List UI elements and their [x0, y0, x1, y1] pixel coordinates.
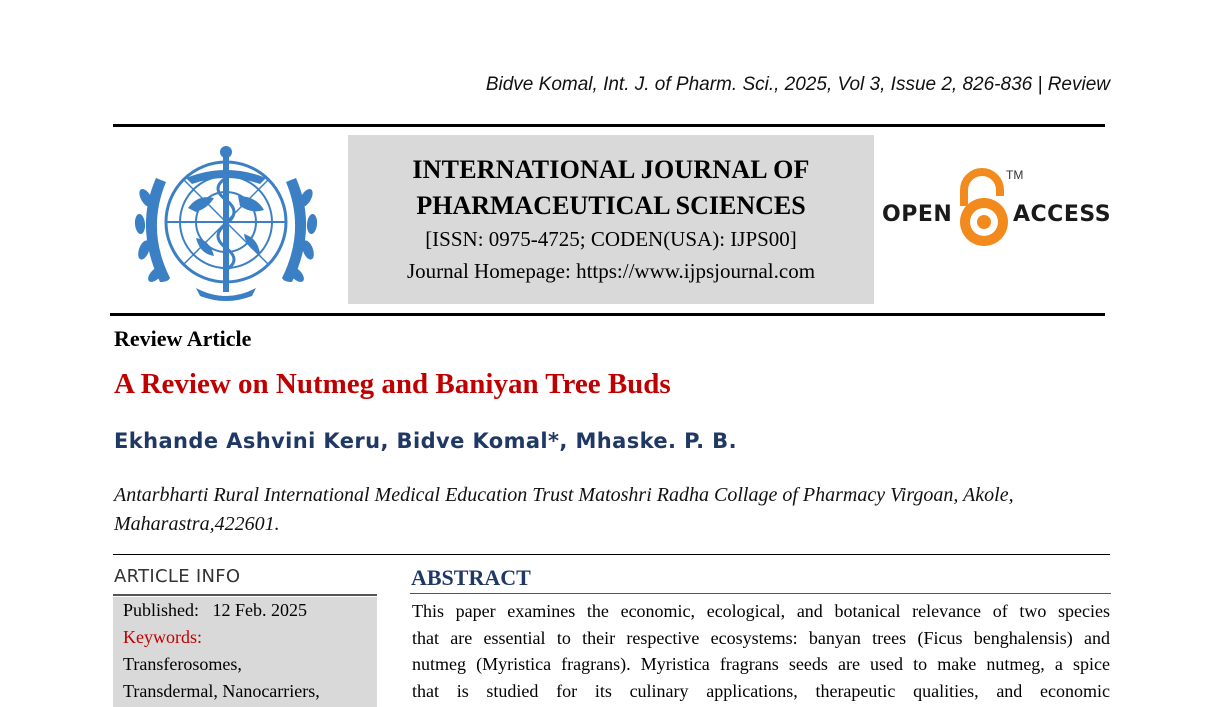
published-row: [123, 597, 377, 624]
journal-name-line2: PHARMACEUTICAL SCIENCES: [416, 191, 806, 220]
keywords-label: Keywords:: [123, 627, 202, 647]
journal-name-line1: INTERNATIONAL JOURNAL OF: [412, 155, 810, 184]
journal-issn: [ISSN: 0975-4725; CODEN(USA): IJPS00]: [425, 227, 797, 251]
citation-header: Bidve Komal, Int. J. of Pharm. Sci., 2025, Vol 3, Issue 2, 826-836 | Review: [485, 74, 1110, 95]
abstract-line1: This paper examines the economic, ecological, and botanical relevance of two species: [412, 601, 1110, 621]
abstract-line4: that is studied for its culinary applications, therapeutic qualities, and economic: [412, 680, 1110, 701]
affiliation-line1: Antarbharti Rural International Medical Education Trust Matoshri Radha Collage of Pharmacy Virgoan, Akole,: [114, 484, 1014, 506]
affiliation-rule: [113, 554, 1110, 555]
article-type: Review Article: [114, 326, 252, 351]
abstract-body: [412, 598, 1110, 704]
keywords-line1: Transferosomes,: [123, 654, 242, 674]
abstract-rule: [410, 593, 1111, 594]
open-access-word-access: ACCESS: [1013, 202, 1112, 227]
journal-homepage-link[interactable]: Journal Homepage: https://www.ijpsjournal.com: [406, 259, 816, 283]
article-title: A Review on Nutmeg and Baniyan Tree Buds: [114, 368, 671, 400]
affiliation-line2: Maharastra,422601.: [114, 513, 280, 535]
trademark-mark: TM: [1006, 168, 1024, 182]
published-label: Published:: [123, 600, 200, 620]
article-info-rule: [113, 594, 377, 596]
keywords-line2: Transdermal, Nanocarriers,: [123, 681, 320, 701]
open-access-lock-icon: [954, 166, 1014, 250]
article-authors: Ekhande Ashvini Keru, Bidve Komal*, Mhaske. P. B.: [114, 429, 737, 453]
abstract-heading: ABSTRACT: [411, 565, 531, 590]
open-access-logo: [880, 160, 1110, 255]
journal-banner: [348, 135, 874, 304]
published-date: 12 Feb. 2025: [212, 600, 308, 620]
abstract-line2: that are essential to their respective ecosystems: banyan trees (Ficus benghalensis) and: [412, 627, 1110, 648]
article-info-heading: ARTICLE INFO: [114, 566, 241, 587]
header-top-rule: [113, 124, 1105, 127]
open-access-word-open: OPEN: [882, 202, 953, 227]
abstract-line3: nutmeg (Myristica fragrans). Myristica fragrans seeds are used to make nutmeg, a spice: [412, 654, 1110, 674]
caduceus-globe-emblem-icon: [126, 138, 326, 306]
header-bottom-rule: [110, 313, 1105, 316]
article-info-box: [113, 597, 377, 707]
author-affiliation: [114, 481, 1110, 539]
